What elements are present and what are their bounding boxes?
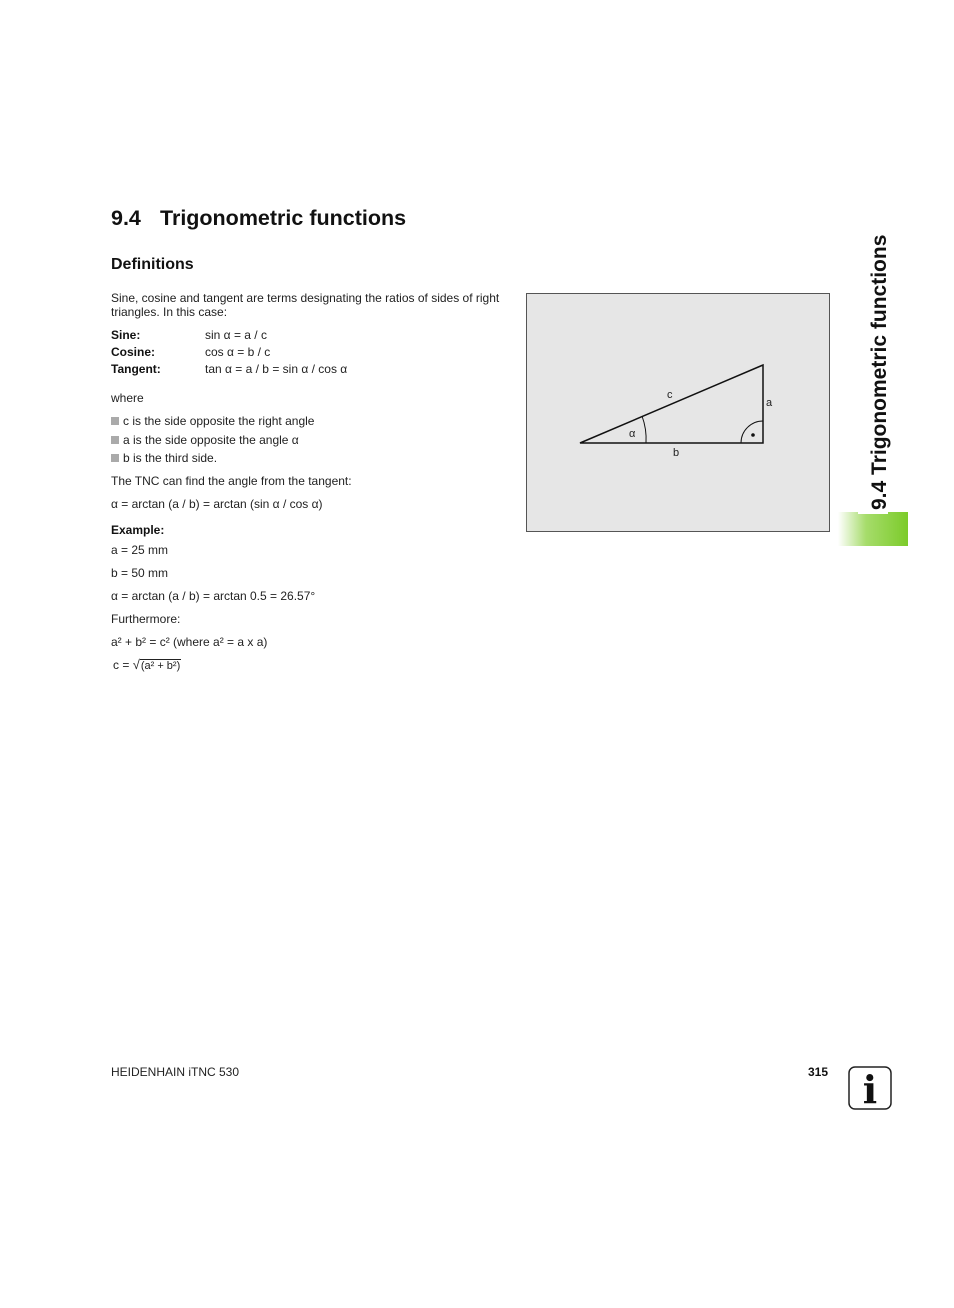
example-label: Example: xyxy=(111,523,165,537)
definition-formula: cos α = b / c xyxy=(205,345,271,359)
sqrt-formula xyxy=(113,657,181,673)
example-line: a = 25 mm xyxy=(111,543,169,557)
section-title-text: Trigonometric functions xyxy=(160,206,407,230)
bullet-item xyxy=(111,433,299,447)
definition-label: Cosine: xyxy=(111,345,156,359)
bullet-item xyxy=(111,414,314,428)
right-triangle xyxy=(580,365,763,443)
example-line: b = 50 mm xyxy=(111,566,169,580)
right-angle-dot xyxy=(751,433,755,437)
tangent-note: The TNC can find the angle from the tangent: xyxy=(111,474,352,488)
footer-page-number: 315 xyxy=(808,1065,829,1079)
right-angle-arc xyxy=(741,421,763,443)
sqrt-radicand: (a² + b²) xyxy=(140,660,181,672)
definition-cosine xyxy=(111,345,270,359)
sqrt-lhs: c = xyxy=(113,658,130,672)
arctan-formula: α = arctan (a / b) = arctan (sin α / cos α) xyxy=(111,497,323,511)
definition-label: Sine: xyxy=(111,328,141,342)
example-line: a² + b² = c² (where a² = a x a) xyxy=(111,635,268,649)
triangle-figure xyxy=(526,293,830,532)
bullet-item xyxy=(111,451,217,465)
info-glyph: i xyxy=(862,1067,878,1110)
section-number: 9.4 xyxy=(111,206,141,230)
bullet-text: c is the side opposite the right angle xyxy=(123,414,315,428)
label-c: c xyxy=(667,389,673,401)
label-alpha: α xyxy=(629,428,636,440)
example-line: α = arctan (a / b) = arctan 0.5 = 26.57° xyxy=(111,589,316,603)
alpha-angle-arc xyxy=(642,416,646,443)
label-b: b xyxy=(673,447,680,459)
intro-paragraph: Sine, cosine and tangent are terms designating the ratios of sides of right triangles. In this case: xyxy=(111,291,500,319)
definition-formula: sin α = a / c xyxy=(205,328,267,342)
bullet-square-icon xyxy=(111,454,119,462)
where-text: where xyxy=(111,391,144,405)
subsection-title: Definitions xyxy=(111,256,194,273)
section-title xyxy=(111,206,406,231)
info-icon xyxy=(848,1066,892,1110)
definition-tangent xyxy=(111,362,347,376)
bullet-square-icon xyxy=(111,417,119,425)
label-a: a xyxy=(766,397,773,409)
bullet-text: b is the third side. xyxy=(123,451,218,465)
sidebar-tab-divider xyxy=(858,512,888,514)
sidebar-vertical-title: 9.4 Trigonometric functions xyxy=(868,234,891,510)
sidebar-tab-marker xyxy=(838,512,908,546)
triangle-diagram xyxy=(527,294,829,531)
definition-formula: tan α = a / b = sin α / cos α xyxy=(205,362,348,376)
sqrt-sign-icon: √ xyxy=(132,657,140,672)
footer-product: HEIDENHAIN iTNC 530 xyxy=(111,1065,240,1079)
definition-sine xyxy=(111,328,267,342)
example-line: Furthermore: xyxy=(111,612,181,626)
bullet-text: a is the side opposite the angle α xyxy=(123,433,299,447)
bullet-square-icon xyxy=(111,436,119,444)
definition-label: Tangent: xyxy=(111,362,161,376)
